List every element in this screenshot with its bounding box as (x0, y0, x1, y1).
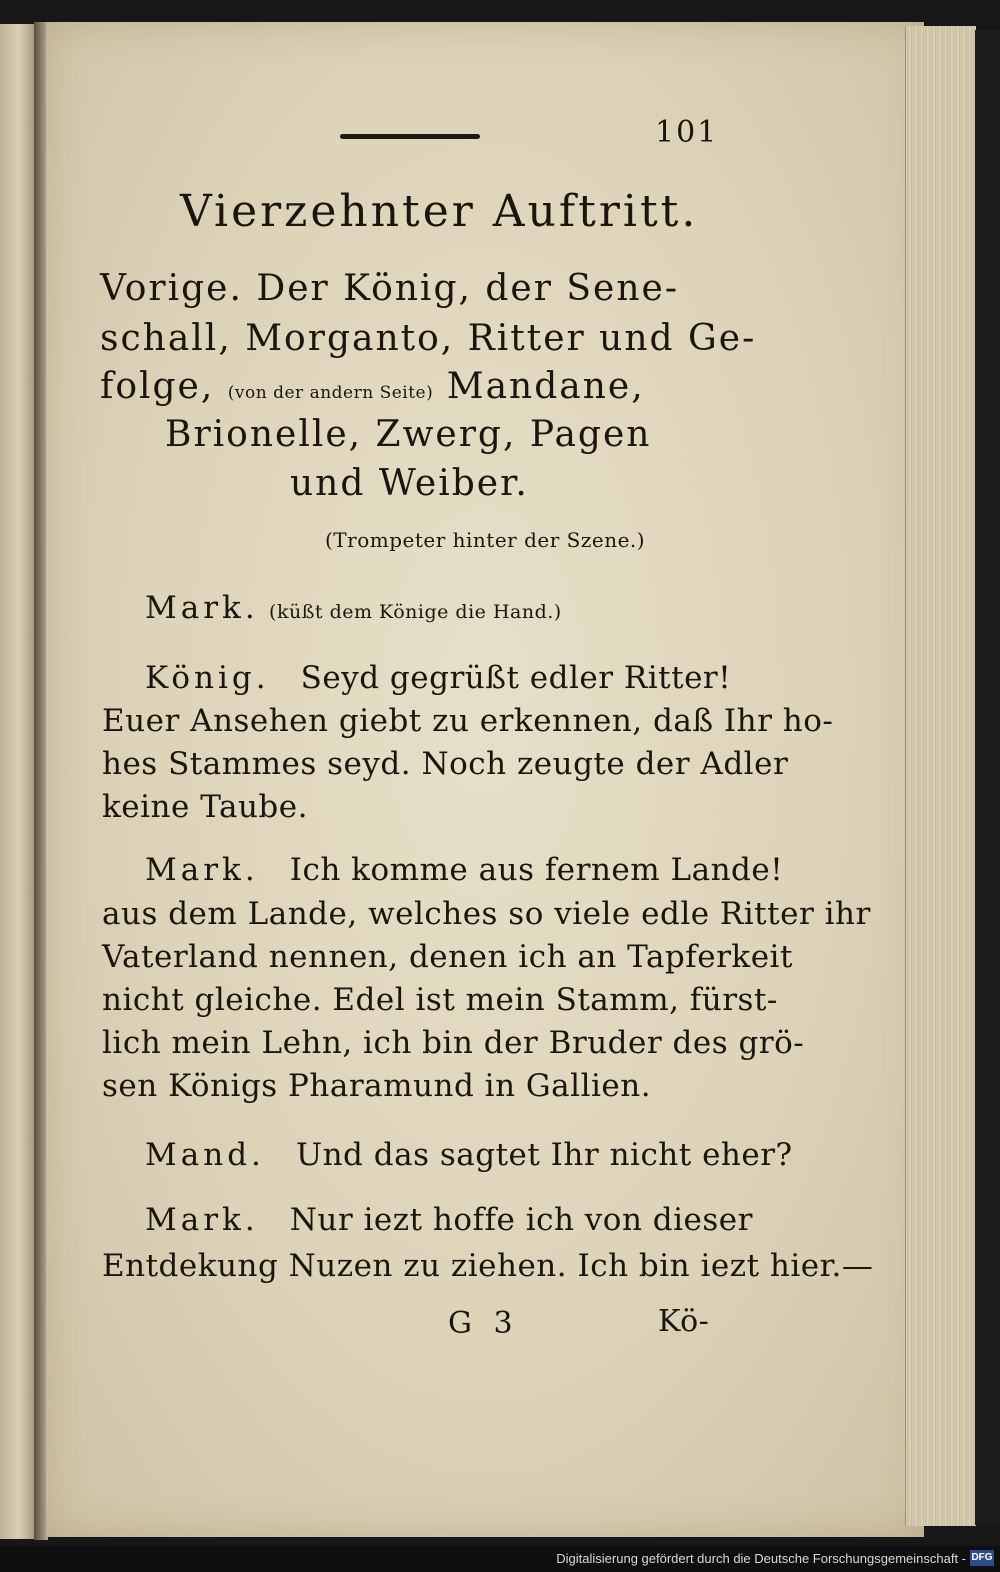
speaker-name: König. (145, 660, 270, 696)
dialogue-mark-1 (145, 590, 562, 626)
dfg-logo: DFG (970, 1550, 994, 1566)
dialogue-line: hes Stammes seyd. Noch zeugte der Adler (102, 746, 789, 782)
right-shadow (975, 30, 1000, 1525)
cast-line-5: und Weiber. (290, 463, 529, 504)
dialogue-line: keine Taube. (102, 789, 308, 825)
dialogue-mand (145, 1137, 793, 1173)
cast-line-1: Vorige. Der König, der Sene- (100, 268, 680, 309)
dialogue-line: aus dem Lande, welches so viele edle Ritter ihr (102, 896, 871, 932)
cast-line-4: Brionelle, Zwerg, Pagen (165, 414, 652, 455)
previous-page-edge (0, 24, 36, 1539)
cast-line-3-end: Mandane, (446, 366, 645, 407)
digitization-credit: Digitalisierung gefördert durch die Deutsche Forschungsgemeinschaft - (556, 1551, 966, 1566)
header-rule (340, 134, 480, 139)
dialogue-text: Ich komme aus fernem Lande! (289, 852, 784, 888)
page-stack-edges (905, 26, 976, 1526)
dialogue-text: Nur iezt hoffe ich von dieser (289, 1202, 753, 1238)
cast-line-3-start: folge, (100, 366, 215, 407)
page-number: 101 (655, 115, 719, 150)
dialogue-text: Seyd gegrüßt edler Ritter! (300, 660, 732, 696)
dialogue-line: Euer Ansehen giebt zu erkennen, daß Ihr ho- (102, 703, 834, 739)
stage-direction: (Trompeter hinter der Szene.) (325, 528, 646, 552)
dialogue-mark-2 (145, 852, 783, 888)
cast-line-2: schall, Morganto, Ritter und Ge- (100, 318, 757, 359)
speaker-direction: (küßt dem Könige die Hand.) (269, 601, 562, 623)
dialogue-text: Und das sagtet Ihr nicht eher? (295, 1137, 793, 1173)
dialogue-line: Vaterland nennen, denen ich an Tapferkeit (102, 939, 793, 975)
dialogue-line: lich mein Lehn, ich bin der Bruder des grö- (102, 1025, 805, 1061)
dialogue-mark-3 (145, 1202, 753, 1238)
speaker-name: Mark. (145, 1202, 259, 1238)
speaker-name: Mark. (145, 590, 259, 626)
cast-aside: (von der andern Seite) (227, 383, 434, 403)
dialogue-koenig (145, 660, 731, 696)
speaker-name: Mand. (145, 1137, 265, 1173)
scene-heading: Vierzehnter Auftritt. (180, 186, 699, 237)
speaker-name: Mark. (145, 852, 259, 888)
dialogue-line: nicht gleiche. Edel ist mein Stamm, fürst- (102, 982, 778, 1018)
cast-line-3 (100, 366, 645, 407)
signature-mark: G 3 (448, 1306, 519, 1341)
dialogue-line: Entdekung Nuzen zu ziehen. Ich bin iezt hier.— (102, 1248, 874, 1284)
dialogue-line: sen Königs Pharamund in Gallien. (102, 1068, 652, 1104)
catchword: Kö- (658, 1304, 710, 1339)
